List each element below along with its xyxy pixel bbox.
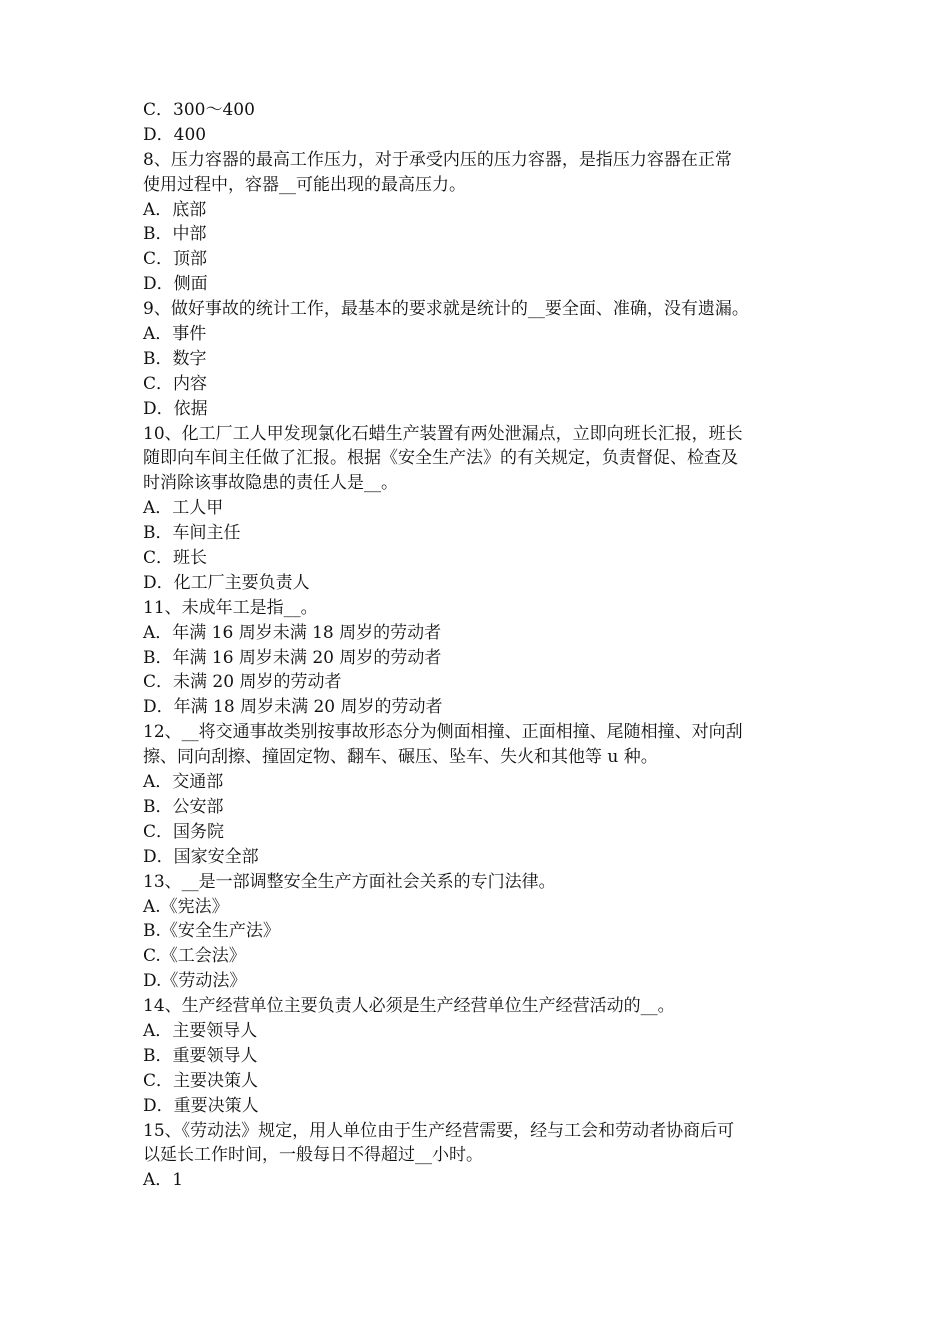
- question-line: 时消除该事故隐患的责任人是__。: [143, 473, 398, 494]
- option-line: A．工人甲: [143, 498, 224, 519]
- question-line: 12、__将交通事故类别按事故形态分为侧面相撞、正面相撞、尾随相撞、对向刮: [143, 722, 743, 743]
- option-line: D．侧面: [143, 274, 208, 295]
- question-line: 8、压力容器的最高工作压力，对于承受内压的压力容器，是指压力容器在正常: [143, 149, 732, 170]
- option-line: D．化工厂主要负责人: [143, 572, 310, 593]
- option-line: A．底部: [143, 199, 207, 220]
- option-line: D.《劳动法》: [143, 971, 247, 992]
- option-line: A．事件: [143, 324, 207, 345]
- question-line: 11、未成年工是指__。: [143, 597, 318, 618]
- question-line: 以延长工作时间，一般每日不得超过__小时。: [143, 1145, 483, 1166]
- option-line: A.《宪法》: [143, 896, 229, 917]
- question-line: 9、做好事故的统计工作，最基本的要求就是统计的__要全面、准确，没有遗漏。: [143, 299, 749, 320]
- option-line: B．公安部: [143, 796, 224, 817]
- option-line: C．主要决策人: [143, 1070, 259, 1091]
- option-line: C．班长: [143, 548, 208, 569]
- option-line: B．重要领导人: [143, 1045, 258, 1066]
- option-line: B．年满 16 周岁未满 20 周岁的劳动者: [143, 647, 442, 668]
- option-line: D．国家安全部: [143, 846, 259, 867]
- option-line: C．未满 20 周岁的劳动者: [143, 672, 342, 693]
- question-line: 14、生产经营单位主要负责人必须是生产经营单位生产经营活动的__。: [143, 996, 675, 1017]
- option-line: C．300～400: [143, 100, 255, 120]
- option-line: A．1: [143, 1170, 184, 1191]
- option-line: B．数字: [143, 348, 207, 369]
- option-line: D．400: [143, 124, 207, 145]
- question-line: 10、化工厂工人甲发现氯化石蜡生产装置有两处泄漏点，立即向班长汇报，班长: [143, 423, 743, 444]
- option-line: C．顶部: [143, 249, 208, 270]
- option-line: B.《安全生产法》: [143, 921, 280, 942]
- option-line: C.《工会法》: [143, 946, 246, 967]
- option-line: B．中部: [143, 224, 207, 245]
- question-line: 13、__是一部调整安全生产方面社会关系的专门法律。: [143, 871, 556, 892]
- option-line: D．依据: [143, 398, 208, 419]
- question-line: 15、《劳动法》规定，用人单位由于生产经营需要，经与工会和劳动者协商后可: [143, 1120, 735, 1141]
- option-line: C．内容: [143, 373, 208, 394]
- option-line: C．国务院: [143, 821, 225, 842]
- document-page: [143, 98, 823, 1193]
- option-line: A．交通部: [143, 772, 224, 793]
- option-line: A．主要领导人: [143, 1020, 258, 1041]
- option-line: B．车间主任: [143, 523, 241, 544]
- question-line: 使用过程中，容器__可能出现的最高压力。: [143, 174, 466, 195]
- option-line: A．年满 16 周岁未满 18 周岁的劳动者: [143, 622, 442, 643]
- option-line: D．重要决策人: [143, 1095, 259, 1116]
- option-line: D．年满 18 周岁未满 20 周岁的劳动者: [143, 697, 443, 718]
- question-line: 擦、同向刮擦、撞固定物、翻车、碾压、坠车、失火和其他等 u 种。: [143, 747, 658, 768]
- question-line: 随即向车间主任做了汇报。根据《安全生产法》的有关规定，负责督促、检查及: [143, 448, 738, 469]
